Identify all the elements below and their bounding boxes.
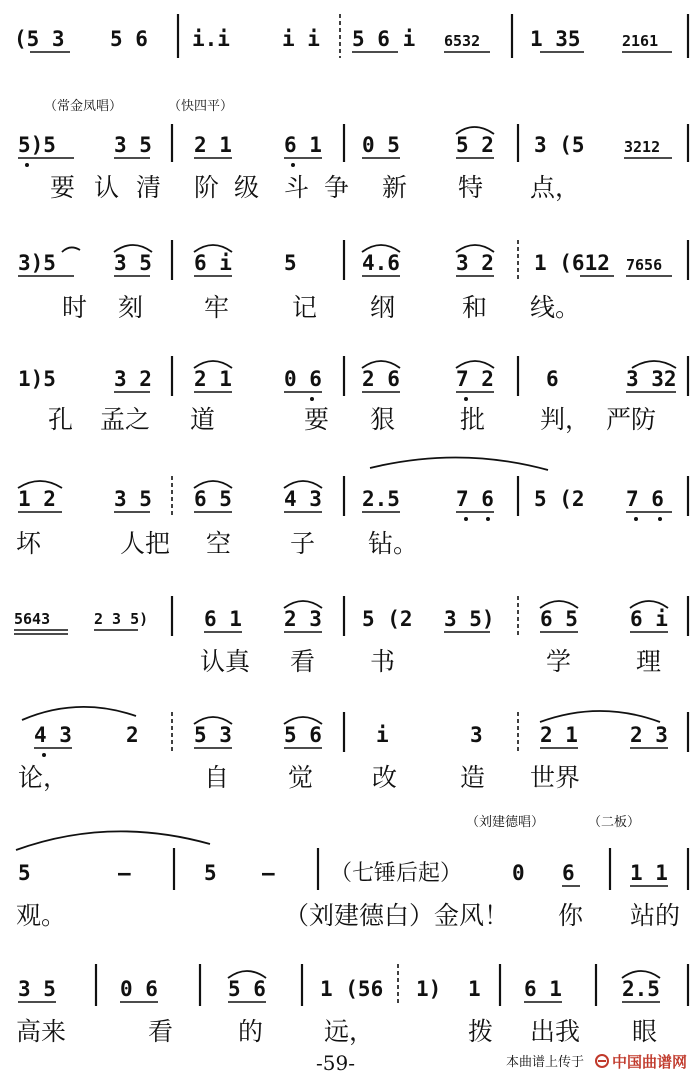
lyric: 要 xyxy=(304,405,330,434)
score-row-2 xyxy=(18,124,688,167)
note-group: — xyxy=(262,861,275,885)
octave-dot xyxy=(291,163,295,167)
note-group: 5)5 xyxy=(18,133,56,157)
lyric: 特 xyxy=(458,173,484,202)
note-group: 1 (612 xyxy=(534,251,610,275)
note-group: 6 i xyxy=(630,607,668,631)
note-group: 4 3 xyxy=(34,723,72,747)
singer-annotation: （常金凤唱） xyxy=(44,99,123,114)
lyric-line-8 xyxy=(16,901,680,930)
note-group: 3)5 xyxy=(18,251,56,275)
lyric: 要 xyxy=(50,173,76,202)
note-group: 1 2 xyxy=(18,487,56,511)
note-group: 0 6 xyxy=(284,367,322,391)
lyric-line-5 xyxy=(16,529,418,558)
note-group: i.i xyxy=(192,27,230,51)
note-group: 5643 xyxy=(14,610,51,628)
spoken-line: （刘建德白）金风！ xyxy=(284,901,510,930)
score-row-5 xyxy=(18,457,688,521)
lyric: 理 xyxy=(636,647,662,676)
note-group: 3 5 xyxy=(114,251,152,275)
lyric: 世界 xyxy=(530,763,581,792)
note-group: 3 xyxy=(470,723,483,747)
octave-dot xyxy=(486,517,490,521)
note-group: i i xyxy=(282,27,320,51)
note-group: 3 2 xyxy=(456,251,494,275)
octave-dot xyxy=(310,397,314,401)
lyric: 新 xyxy=(382,173,408,202)
lyric: 钻。 xyxy=(368,529,419,558)
note-group: i xyxy=(376,723,389,747)
lyric: 眼 xyxy=(632,1017,658,1046)
octave-dot xyxy=(25,163,29,167)
note-group: 5 xyxy=(18,861,31,885)
tempo-annotation: （快四平） xyxy=(168,99,234,114)
lyric: 书 xyxy=(370,647,396,676)
lyric: 判， xyxy=(540,405,591,434)
lyric: 空 xyxy=(206,529,232,558)
score-row-9 xyxy=(18,964,688,1006)
lyric: 和 xyxy=(462,293,488,322)
note-group: 6 1 xyxy=(284,133,322,157)
slur xyxy=(16,831,210,850)
note-group: 3212 xyxy=(624,138,661,156)
slur xyxy=(22,707,136,720)
note-group: 6 1 xyxy=(204,607,242,631)
lyric: 学 xyxy=(546,647,572,676)
note-group: 2 3 xyxy=(630,723,668,747)
lyric-line-4 xyxy=(48,405,656,434)
note-group: 3 5 xyxy=(18,977,56,1001)
octave-dot xyxy=(634,517,638,521)
lyric: 造 xyxy=(460,763,486,792)
score-row-4 xyxy=(18,356,688,401)
lyric: 认真 xyxy=(200,647,251,676)
lyric: 出我 xyxy=(530,1017,581,1046)
note-group: 5 2 xyxy=(456,133,494,157)
slur xyxy=(62,247,80,252)
lyric: 点， xyxy=(530,173,581,202)
octave-dot xyxy=(464,517,468,521)
score-row-7 xyxy=(22,707,688,757)
note-group: 5 (2 xyxy=(534,487,585,511)
tempo-annotation: （二板） xyxy=(588,815,641,830)
note-group: 3 (5 xyxy=(534,133,585,157)
lyric-line-6 xyxy=(200,647,661,676)
note-group: 1)5 xyxy=(18,367,56,391)
score-row-1 xyxy=(14,14,688,58)
note-group: 1 35 xyxy=(530,27,581,51)
percussion-cue: （七锤后起） xyxy=(330,861,463,886)
lyric: 纲 xyxy=(370,293,396,322)
octave-dot xyxy=(464,397,468,401)
note-group: 2.5 xyxy=(362,487,400,511)
lyric: 论， xyxy=(18,763,69,792)
note-group: 2 1 xyxy=(194,367,232,391)
note-group: 7656 xyxy=(626,256,663,274)
lyric: 拨 xyxy=(468,1017,494,1046)
note-group: 3 2 xyxy=(114,367,152,391)
lyric: 阶 xyxy=(194,173,220,202)
note-group: 7 6 xyxy=(456,487,494,511)
note-group: 6 xyxy=(546,367,559,391)
lyric-line-3 xyxy=(62,293,580,322)
note-group: 1 1 xyxy=(630,861,668,885)
note-group: 5 xyxy=(204,861,217,885)
note-group: 6532 xyxy=(444,32,481,50)
lyric: 看 xyxy=(290,647,316,676)
note-group: 2 xyxy=(126,723,139,747)
lyric: 远， xyxy=(324,1017,375,1046)
lyric-line-9 xyxy=(16,1017,657,1046)
note-group: 5 6 xyxy=(228,977,266,1001)
lyric: 的 xyxy=(238,1017,264,1046)
lyric: 清 xyxy=(136,173,162,202)
footer-upload-text: 本曲谱上传于 xyxy=(506,1054,585,1069)
lyric: 狠 xyxy=(370,405,396,434)
lyric: 线。 xyxy=(530,293,581,322)
lyric: 时 xyxy=(62,293,88,322)
note-group: 5 6 xyxy=(110,27,148,51)
lyric: 道 xyxy=(190,405,216,434)
note-group: 1 xyxy=(468,977,481,1001)
score-row-3 xyxy=(18,240,688,280)
lyric-line-7 xyxy=(18,763,580,792)
lyric: 自 xyxy=(204,763,230,792)
note-group: 3 5 xyxy=(114,133,152,157)
page-number: -59- xyxy=(316,1051,355,1075)
slur xyxy=(540,711,660,722)
note-group: 6 5 xyxy=(194,487,232,511)
note-group: — xyxy=(118,861,131,885)
lyric: 改 xyxy=(372,763,398,792)
note-group: 5 3 xyxy=(194,723,232,747)
note-group: 5 6 xyxy=(284,723,322,747)
lyric: 子 xyxy=(290,529,316,558)
lyric: 刻 xyxy=(118,293,144,322)
lyric: 斗 xyxy=(284,173,310,202)
lyric: 记 xyxy=(292,293,318,322)
lyric: 批 xyxy=(460,405,486,434)
note-group: 6 i xyxy=(194,251,232,275)
note-group: 3 5) xyxy=(444,607,495,631)
score-row-8 xyxy=(16,831,688,890)
note-group: 2 1 xyxy=(194,133,232,157)
note-group: 2 3 xyxy=(284,607,322,631)
note-group: 7 2 xyxy=(456,367,494,391)
note-group: 3 5 xyxy=(114,487,152,511)
note-group: 0 xyxy=(512,861,525,885)
lyric: 站的 xyxy=(630,901,681,930)
lyric: 严防 xyxy=(606,405,657,434)
note-group: 6 5 xyxy=(540,607,578,631)
note-group: 7 6 xyxy=(626,487,664,511)
note-group: 1 (56 xyxy=(320,977,384,1001)
note-group: 0 6 xyxy=(120,977,158,1001)
slur xyxy=(370,457,548,470)
lyric: 你 xyxy=(558,901,584,930)
lyric: 看 xyxy=(148,1017,174,1046)
note-group: 6 1 xyxy=(524,977,562,1001)
note-group: 2 3 5) xyxy=(94,610,149,628)
lyric: 争 xyxy=(324,173,350,202)
lyric: 人把 xyxy=(120,529,171,558)
lyric: 观。 xyxy=(16,901,67,930)
note-group: 5 6 i xyxy=(352,27,416,51)
note-group: 2 1 xyxy=(540,723,578,747)
note-group: 6 xyxy=(562,861,575,885)
note-group: 5 xyxy=(284,251,297,275)
note-group: 1) xyxy=(416,977,442,1001)
site-logo-icon xyxy=(596,1055,608,1067)
note-group: 2.5 xyxy=(622,977,660,1001)
note-group: (5 3 xyxy=(14,27,65,51)
note-group: 4.6 xyxy=(362,251,400,275)
lyric: 坏 xyxy=(16,529,42,558)
note-group: 2161 xyxy=(622,32,659,50)
octave-dot xyxy=(42,753,46,757)
lyric: 认 xyxy=(94,173,120,202)
lyric: 牢 xyxy=(204,293,230,322)
singer-annotation: （刘建德唱） xyxy=(466,815,545,830)
score-row-6 xyxy=(14,596,688,636)
note-group: 5 (2 xyxy=(362,607,413,631)
octave-dot xyxy=(658,517,662,521)
lyric-line-2 xyxy=(50,173,580,202)
note-group: 2 6 xyxy=(362,367,400,391)
lyric: 孟之 xyxy=(100,405,151,434)
note-group: 3 32 xyxy=(626,367,677,391)
lyric: 高来 xyxy=(16,1017,67,1046)
lyric: 觉 xyxy=(288,763,314,792)
lyric: 级 xyxy=(234,173,260,202)
note-group: 4 3 xyxy=(284,487,322,511)
note-group: 0 5 xyxy=(362,133,400,157)
footer-brand: 中国曲谱网 xyxy=(612,1054,688,1071)
lyric: 孔 xyxy=(48,405,74,434)
